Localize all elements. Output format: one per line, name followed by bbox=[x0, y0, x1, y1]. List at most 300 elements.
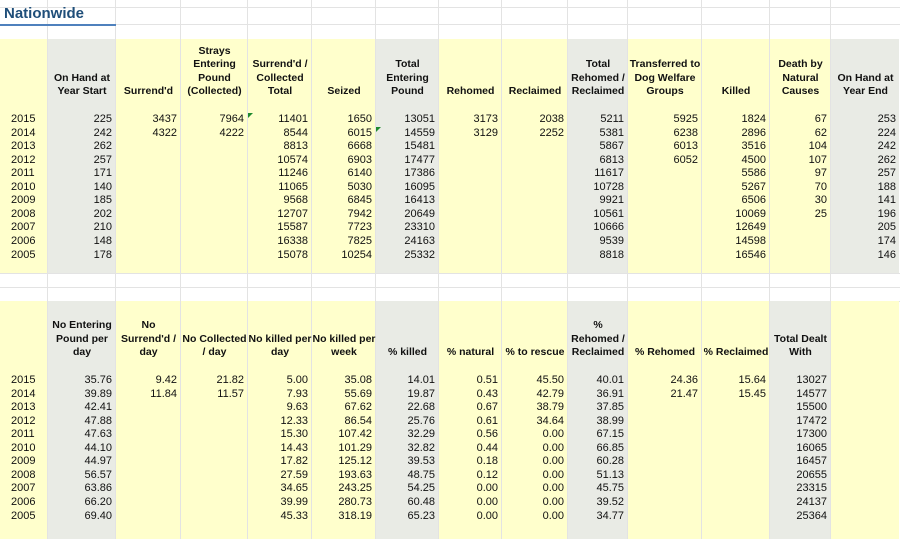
table2-value-cell[interactable]: 0.00 bbox=[476, 495, 498, 508]
table2-value-cell[interactable] bbox=[181, 468, 244, 482]
table2-value-cell[interactable] bbox=[116, 454, 177, 468]
table1-value-cell[interactable]: 70 bbox=[814, 180, 827, 193]
table1-value-cell[interactable] bbox=[439, 139, 498, 153]
table2-value-cell[interactable]: 25364 bbox=[796, 509, 827, 522]
table1-value-cell[interactable] bbox=[770, 248, 827, 262]
table1-value-cell[interactable]: 8544 bbox=[283, 126, 308, 139]
table2-value-cell[interactable]: 39.99 bbox=[280, 495, 308, 508]
table1-value-cell[interactable]: 10574 bbox=[277, 153, 308, 166]
table1-value-cell[interactable]: 10069 bbox=[735, 207, 766, 220]
table1-value-cell[interactable]: 224 bbox=[877, 126, 896, 139]
table2-value-cell[interactable]: 45.33 bbox=[280, 509, 308, 522]
table2-value-cell[interactable]: 280.73 bbox=[338, 495, 372, 508]
table2-value-cell[interactable]: 9.63 bbox=[286, 401, 308, 414]
table2-value-cell[interactable] bbox=[116, 509, 177, 523]
table1-value-cell[interactable]: 257 bbox=[93, 153, 112, 166]
table1-value-cell[interactable] bbox=[116, 139, 177, 153]
table1-year-cell[interactable]: 2008 bbox=[11, 207, 36, 220]
table2-value-cell[interactable]: 15.64 bbox=[738, 374, 766, 386]
table1-value-cell[interactable] bbox=[502, 139, 564, 153]
table1-year-cell[interactable]: 2014 bbox=[11, 126, 36, 139]
table1-value-cell[interactable] bbox=[439, 180, 498, 194]
table1-value-cell[interactable]: 174 bbox=[877, 234, 896, 247]
table1-value-cell[interactable]: 16546 bbox=[735, 248, 766, 261]
table2-value-cell[interactable] bbox=[628, 400, 698, 414]
table1-value-cell[interactable]: 253 bbox=[877, 113, 896, 125]
table1-value-cell[interactable] bbox=[181, 153, 244, 167]
table2-value-cell[interactable]: 60.48 bbox=[407, 495, 435, 508]
table2-value-cell[interactable] bbox=[831, 387, 896, 401]
table2-value-cell[interactable] bbox=[628, 495, 698, 509]
table2-value-cell[interactable]: 65.23 bbox=[407, 509, 435, 522]
table2-value-cell[interactable]: 107.42 bbox=[338, 428, 372, 441]
table1-value-cell[interactable] bbox=[181, 193, 244, 207]
table1-year-cell[interactable]: 2013 bbox=[11, 140, 36, 153]
table2-value-cell[interactable] bbox=[831, 468, 896, 482]
table2-value-cell[interactable]: 0.00 bbox=[542, 441, 564, 454]
table2-value-cell[interactable]: 17300 bbox=[796, 428, 827, 441]
table1-value-cell[interactable] bbox=[116, 234, 177, 248]
table1-value-cell[interactable] bbox=[628, 193, 698, 207]
table1-value-cell[interactable] bbox=[628, 220, 698, 234]
table2-value-cell[interactable] bbox=[831, 509, 896, 523]
table1-value-cell[interactable]: 185 bbox=[93, 194, 112, 207]
table2-value-cell[interactable]: 24137 bbox=[796, 495, 827, 508]
table1-value-cell[interactable]: 104 bbox=[808, 140, 827, 153]
table1-value-cell[interactable]: 7942 bbox=[347, 207, 372, 220]
table1-value-cell[interactable]: 24163 bbox=[404, 234, 435, 247]
table1-value-cell[interactable] bbox=[628, 166, 698, 180]
table1-value-cell[interactable]: 15587 bbox=[277, 221, 308, 234]
table1-value-cell[interactable]: 3129 bbox=[473, 126, 498, 139]
table1-year-cell[interactable]: 2009 bbox=[11, 194, 36, 207]
table2-value-cell[interactable] bbox=[116, 495, 177, 509]
table2-value-cell[interactable]: 47.63 bbox=[84, 428, 112, 441]
table1-value-cell[interactable]: 4500 bbox=[741, 153, 766, 166]
table1-value-cell[interactable]: 257 bbox=[877, 167, 896, 180]
table1-value-cell[interactable]: 4322 bbox=[152, 126, 177, 139]
table2-value-cell[interactable]: 48.75 bbox=[407, 468, 435, 481]
table1-value-cell[interactable] bbox=[181, 234, 244, 248]
table1-value-cell[interactable] bbox=[116, 248, 177, 262]
table1-value-cell[interactable]: 11401 bbox=[278, 113, 308, 125]
table1-value-cell[interactable]: 11246 bbox=[278, 167, 308, 180]
table1-value-cell[interactable]: 8818 bbox=[599, 248, 624, 261]
table2-value-cell[interactable] bbox=[116, 468, 177, 482]
table2-year-cell[interactable]: 2010 bbox=[11, 441, 36, 454]
table2-value-cell[interactable]: 54.25 bbox=[407, 482, 435, 495]
table2-value-cell[interactable]: 44.97 bbox=[84, 455, 112, 468]
table2-value-cell[interactable]: 17.82 bbox=[280, 455, 308, 468]
table2-value-cell[interactable]: 36.91 bbox=[596, 387, 624, 400]
table1-value-cell[interactable]: 16095 bbox=[404, 180, 435, 193]
table2-value-cell[interactable]: 21.82 bbox=[216, 374, 244, 386]
table2-value-cell[interactable]: 86.54 bbox=[344, 414, 372, 427]
table2-value-cell[interactable] bbox=[702, 454, 766, 468]
table1-value-cell[interactable]: 210 bbox=[93, 221, 112, 234]
table2-value-cell[interactable] bbox=[181, 454, 244, 468]
table1-value-cell[interactable] bbox=[628, 180, 698, 194]
table1-value-cell[interactable]: 9539 bbox=[599, 234, 624, 247]
table1-value-cell[interactable]: 5267 bbox=[741, 180, 766, 193]
table1-value-cell[interactable]: 16338 bbox=[277, 234, 308, 247]
table1-value-cell[interactable] bbox=[181, 207, 244, 221]
table2-value-cell[interactable]: 39.89 bbox=[84, 387, 112, 400]
table2-value-cell[interactable] bbox=[831, 414, 896, 428]
table2-value-cell[interactable] bbox=[831, 495, 896, 509]
table1-value-cell[interactable]: 5030 bbox=[347, 180, 372, 193]
table1-value-cell[interactable]: 14559 bbox=[404, 126, 435, 139]
table1-year-cell[interactable]: 2015 bbox=[11, 113, 36, 125]
table2-year-cell[interactable]: 2005 bbox=[11, 509, 36, 522]
table2-value-cell[interactable]: 38.79 bbox=[536, 401, 564, 414]
table1-value-cell[interactable] bbox=[502, 220, 564, 234]
table2-value-cell[interactable]: 0.00 bbox=[476, 509, 498, 522]
table2-value-cell[interactable]: 34.65 bbox=[280, 482, 308, 495]
table1-value-cell[interactable] bbox=[502, 234, 564, 248]
table1-value-cell[interactable] bbox=[116, 193, 177, 207]
table1-value-cell[interactable] bbox=[181, 166, 244, 180]
table2-value-cell[interactable]: 0.18 bbox=[476, 455, 498, 468]
table2-value-cell[interactable] bbox=[702, 400, 766, 414]
table2-value-cell[interactable]: 27.59 bbox=[280, 468, 308, 481]
table2-value-cell[interactable] bbox=[702, 441, 766, 455]
table1-value-cell[interactable]: 7964 bbox=[219, 113, 244, 125]
table1-value-cell[interactable]: 14598 bbox=[735, 234, 766, 247]
table2-value-cell[interactable] bbox=[181, 441, 244, 455]
table1-value-cell[interactable]: 7825 bbox=[347, 234, 372, 247]
table1-value-cell[interactable]: 7723 bbox=[347, 221, 372, 234]
table2-value-cell[interactable]: 56.57 bbox=[84, 468, 112, 481]
table1-value-cell[interactable]: 17386 bbox=[404, 167, 435, 180]
table2-value-cell[interactable]: 32.29 bbox=[407, 428, 435, 441]
table2-year-cell[interactable]: 2011 bbox=[11, 428, 35, 441]
table1-value-cell[interactable]: 16413 bbox=[404, 194, 435, 207]
table2-value-cell[interactable]: 0.12 bbox=[476, 468, 498, 481]
table2-value-cell[interactable]: 51.13 bbox=[596, 468, 624, 481]
table2-value-cell[interactable]: 45.75 bbox=[596, 482, 624, 495]
table1-value-cell[interactable]: 25 bbox=[814, 207, 827, 220]
table2-value-cell[interactable]: 9.42 bbox=[155, 374, 177, 386]
table2-value-cell[interactable]: 32.82 bbox=[407, 441, 435, 454]
table1-value-cell[interactable] bbox=[116, 220, 177, 234]
table1-value-cell[interactable]: 178 bbox=[93, 248, 112, 261]
table1-value-cell[interactable]: 188 bbox=[877, 180, 896, 193]
table2-value-cell[interactable] bbox=[702, 481, 766, 495]
table1-value-cell[interactable]: 11065 bbox=[278, 180, 308, 193]
table2-value-cell[interactable]: 22.68 bbox=[407, 401, 435, 414]
table2-value-cell[interactable] bbox=[628, 441, 698, 455]
table2-value-cell[interactable] bbox=[116, 414, 177, 428]
table1-value-cell[interactable] bbox=[116, 180, 177, 194]
table2-year-cell[interactable]: 2009 bbox=[11, 455, 36, 468]
table1-year-cell[interactable]: 2012 bbox=[11, 153, 36, 166]
table2-value-cell[interactable]: 67.15 bbox=[596, 428, 624, 441]
table1-value-cell[interactable]: 6813 bbox=[599, 153, 624, 166]
table2-value-cell[interactable]: 23315 bbox=[796, 482, 827, 495]
table1-value-cell[interactable]: 10728 bbox=[593, 180, 624, 193]
table1-value-cell[interactable]: 242 bbox=[877, 140, 896, 153]
table2-value-cell[interactable]: 34.64 bbox=[536, 414, 564, 427]
table1-value-cell[interactable]: 67 bbox=[814, 113, 827, 125]
table2-value-cell[interactable] bbox=[702, 427, 766, 441]
table2-year-cell[interactable]: 2015 bbox=[11, 374, 36, 386]
table1-value-cell[interactable] bbox=[502, 180, 564, 194]
table2-value-cell[interactable]: 38.99 bbox=[596, 414, 624, 427]
table2-value-cell[interactable] bbox=[831, 373, 896, 387]
table2-value-cell[interactable]: 39.52 bbox=[596, 495, 624, 508]
table1-value-cell[interactable]: 225 bbox=[93, 113, 112, 125]
table1-value-cell[interactable]: 140 bbox=[93, 180, 112, 193]
table1-value-cell[interactable]: 196 bbox=[877, 207, 896, 220]
table2-value-cell[interactable] bbox=[116, 481, 177, 495]
table2-value-cell[interactable]: 66.85 bbox=[596, 441, 624, 454]
table1-value-cell[interactable]: 1824 bbox=[741, 113, 766, 125]
table2-year-cell[interactable]: 2014 bbox=[11, 387, 36, 400]
table2-value-cell[interactable]: 21.47 bbox=[670, 387, 698, 400]
table2-value-cell[interactable]: 11.57 bbox=[217, 387, 244, 400]
table2-value-cell[interactable]: 0.67 bbox=[476, 401, 498, 414]
table2-value-cell[interactable]: 15.45 bbox=[738, 387, 766, 400]
table2-value-cell[interactable] bbox=[702, 495, 766, 509]
table1-value-cell[interactable]: 4222 bbox=[219, 126, 244, 139]
table1-value-cell[interactable]: 13051 bbox=[404, 113, 435, 125]
table2-value-cell[interactable]: 0.56 bbox=[476, 428, 498, 441]
table1-value-cell[interactable]: 5381 bbox=[599, 126, 624, 139]
table1-value-cell[interactable]: 97 bbox=[814, 167, 827, 180]
table2-value-cell[interactable]: 14577 bbox=[796, 387, 827, 400]
table2-value-cell[interactable]: 66.20 bbox=[84, 495, 112, 508]
table1-value-cell[interactable] bbox=[116, 166, 177, 180]
table2-value-cell[interactable]: 0.00 bbox=[542, 495, 564, 508]
table1-value-cell[interactable]: 10666 bbox=[593, 221, 624, 234]
table2-value-cell[interactable]: 243.25 bbox=[338, 482, 372, 495]
table1-value-cell[interactable]: 9568 bbox=[283, 194, 308, 207]
table2-value-cell[interactable] bbox=[181, 414, 244, 428]
table2-value-cell[interactable]: 0.51 bbox=[476, 374, 498, 386]
table2-value-cell[interactable]: 0.61 bbox=[476, 414, 498, 427]
table1-value-cell[interactable]: 5867 bbox=[599, 140, 624, 153]
table1-value-cell[interactable]: 23310 bbox=[404, 221, 435, 234]
table2-value-cell[interactable] bbox=[181, 427, 244, 441]
table2-value-cell[interactable] bbox=[116, 400, 177, 414]
table2-value-cell[interactable]: 34.77 bbox=[596, 509, 624, 522]
table1-value-cell[interactable] bbox=[628, 248, 698, 262]
table1-year-cell[interactable]: 2010 bbox=[11, 180, 36, 193]
table2-value-cell[interactable]: 14.01 bbox=[407, 374, 435, 386]
table1-value-cell[interactable] bbox=[181, 180, 244, 194]
table1-value-cell[interactable]: 2038 bbox=[539, 113, 564, 125]
table1-value-cell[interactable]: 15481 bbox=[404, 140, 435, 153]
table2-value-cell[interactable]: 35.08 bbox=[344, 374, 372, 386]
table2-value-cell[interactable] bbox=[628, 509, 698, 523]
table2-value-cell[interactable]: 0.43 bbox=[476, 387, 498, 400]
table2-value-cell[interactable]: 35.76 bbox=[84, 374, 112, 386]
table2-value-cell[interactable]: 101.29 bbox=[338, 441, 372, 454]
table2-value-cell[interactable] bbox=[628, 414, 698, 428]
table1-value-cell[interactable]: 20649 bbox=[404, 207, 435, 220]
table1-value-cell[interactable]: 11617 bbox=[594, 167, 624, 180]
table1-value-cell[interactable] bbox=[181, 248, 244, 262]
table1-value-cell[interactable]: 5925 bbox=[673, 113, 698, 125]
table2-value-cell[interactable] bbox=[181, 509, 244, 523]
table2-value-cell[interactable]: 60.28 bbox=[596, 455, 624, 468]
table1-value-cell[interactable]: 6140 bbox=[347, 167, 372, 180]
table1-value-cell[interactable]: 6506 bbox=[741, 194, 766, 207]
table2-year-cell[interactable]: 2008 bbox=[11, 468, 36, 481]
table1-value-cell[interactable] bbox=[439, 234, 498, 248]
table2-value-cell[interactable] bbox=[628, 454, 698, 468]
table2-value-cell[interactable]: 7.93 bbox=[286, 387, 308, 400]
table2-value-cell[interactable]: 0.44 bbox=[476, 441, 498, 454]
table1-value-cell[interactable]: 9921 bbox=[599, 194, 624, 207]
table1-value-cell[interactable] bbox=[628, 234, 698, 248]
table1-value-cell[interactable]: 17477 bbox=[404, 153, 435, 166]
table1-value-cell[interactable]: 8813 bbox=[283, 140, 308, 153]
table2-value-cell[interactable]: 318.19 bbox=[338, 509, 372, 522]
table2-value-cell[interactable] bbox=[831, 481, 896, 495]
table1-value-cell[interactable]: 1650 bbox=[347, 113, 372, 125]
table2-value-cell[interactable]: 15.30 bbox=[280, 428, 308, 441]
table1-value-cell[interactable]: 30 bbox=[814, 194, 827, 207]
table1-value-cell[interactable] bbox=[439, 193, 498, 207]
table1-value-cell[interactable] bbox=[116, 153, 177, 167]
table2-value-cell[interactable] bbox=[702, 414, 766, 428]
table2-value-cell[interactable]: 12.33 bbox=[280, 414, 308, 427]
table2-value-cell[interactable]: 42.79 bbox=[536, 387, 564, 400]
table1-value-cell[interactable] bbox=[502, 207, 564, 221]
table1-value-cell[interactable] bbox=[502, 193, 564, 207]
table2-value-cell[interactable] bbox=[702, 468, 766, 482]
table1-year-cell[interactable]: 2011 bbox=[11, 167, 35, 180]
table1-value-cell[interactable] bbox=[502, 248, 564, 262]
table1-value-cell[interactable]: 5586 bbox=[741, 167, 766, 180]
table1-value-cell[interactable]: 262 bbox=[877, 153, 896, 166]
table1-value-cell[interactable] bbox=[628, 207, 698, 221]
table2-value-cell[interactable]: 39.53 bbox=[407, 455, 435, 468]
table1-value-cell[interactable]: 25332 bbox=[404, 248, 435, 261]
table2-value-cell[interactable]: 193.63 bbox=[338, 468, 372, 481]
table2-value-cell[interactable]: 14.43 bbox=[280, 441, 308, 454]
table1-value-cell[interactable]: 6845 bbox=[347, 194, 372, 207]
table1-value-cell[interactable]: 6238 bbox=[673, 126, 698, 139]
table1-value-cell[interactable]: 2896 bbox=[741, 126, 766, 139]
table2-value-cell[interactable]: 0.00 bbox=[542, 482, 564, 495]
table1-value-cell[interactable]: 171 bbox=[93, 167, 112, 180]
table2-value-cell[interactable] bbox=[181, 495, 244, 509]
table2-value-cell[interactable]: 20655 bbox=[796, 468, 827, 481]
table1-value-cell[interactable] bbox=[439, 153, 498, 167]
table1-value-cell[interactable]: 12649 bbox=[735, 221, 766, 234]
table2-value-cell[interactable]: 0.00 bbox=[542, 455, 564, 468]
table2-value-cell[interactable]: 0.00 bbox=[542, 468, 564, 481]
table1-value-cell[interactable] bbox=[502, 153, 564, 167]
table1-value-cell[interactable]: 10561 bbox=[593, 207, 624, 220]
table1-value-cell[interactable] bbox=[439, 220, 498, 234]
table1-value-cell[interactable]: 2252 bbox=[539, 126, 564, 139]
table1-value-cell[interactable]: 148 bbox=[93, 234, 112, 247]
table1-value-cell[interactable]: 6015 bbox=[347, 126, 372, 139]
table2-value-cell[interactable]: 47.88 bbox=[84, 414, 112, 427]
table1-value-cell[interactable] bbox=[439, 166, 498, 180]
table2-value-cell[interactable]: 15500 bbox=[796, 401, 827, 414]
table2-value-cell[interactable]: 25.76 bbox=[407, 414, 435, 427]
table2-value-cell[interactable] bbox=[702, 509, 766, 523]
table1-value-cell[interactable] bbox=[770, 234, 827, 248]
table2-value-cell[interactable]: 69.40 bbox=[84, 509, 112, 522]
table2-value-cell[interactable]: 24.36 bbox=[670, 374, 698, 386]
table1-value-cell[interactable] bbox=[116, 207, 177, 221]
table2-value-cell[interactable]: 125.12 bbox=[338, 455, 372, 468]
table2-value-cell[interactable] bbox=[831, 400, 896, 414]
table1-value-cell[interactable]: 62 bbox=[814, 126, 827, 139]
table2-value-cell[interactable]: 0.00 bbox=[542, 509, 564, 522]
table1-value-cell[interactable]: 6903 bbox=[347, 153, 372, 166]
table2-value-cell[interactable]: 13027 bbox=[796, 374, 827, 386]
table1-value-cell[interactable]: 3516 bbox=[741, 140, 766, 153]
table1-value-cell[interactable] bbox=[439, 207, 498, 221]
table1-value-cell[interactable]: 146 bbox=[877, 248, 896, 261]
table1-year-cell[interactable]: 2006 bbox=[11, 234, 36, 247]
table1-value-cell[interactable]: 202 bbox=[93, 207, 112, 220]
table2-value-cell[interactable]: 0.00 bbox=[476, 482, 498, 495]
table1-value-cell[interactable] bbox=[181, 139, 244, 153]
table1-value-cell[interactable]: 205 bbox=[877, 221, 896, 234]
table2-value-cell[interactable] bbox=[116, 427, 177, 441]
table2-value-cell[interactable]: 67.62 bbox=[344, 401, 372, 414]
table2-value-cell[interactable]: 45.50 bbox=[536, 374, 564, 386]
table2-year-cell[interactable]: 2007 bbox=[11, 482, 36, 495]
table1-value-cell[interactable]: 12707 bbox=[277, 207, 308, 220]
table2-value-cell[interactable] bbox=[628, 427, 698, 441]
table2-value-cell[interactable] bbox=[831, 427, 896, 441]
table1-year-cell[interactable]: 2007 bbox=[11, 221, 36, 234]
table1-value-cell[interactable]: 15078 bbox=[277, 248, 308, 261]
table2-value-cell[interactable]: 16065 bbox=[796, 441, 827, 454]
table1-value-cell[interactable]: 6052 bbox=[673, 153, 698, 166]
table1-value-cell[interactable] bbox=[439, 248, 498, 262]
table1-value-cell[interactable]: 242 bbox=[93, 126, 112, 139]
table2-value-cell[interactable]: 37.85 bbox=[596, 401, 624, 414]
table2-value-cell[interactable]: 0.00 bbox=[542, 428, 564, 441]
table2-value-cell[interactable]: 16457 bbox=[796, 455, 827, 468]
table2-value-cell[interactable]: 5.00 bbox=[286, 374, 308, 386]
table2-value-cell[interactable] bbox=[831, 441, 896, 455]
table1-value-cell[interactable]: 3437 bbox=[152, 113, 177, 125]
table1-value-cell[interactable]: 6668 bbox=[347, 140, 372, 153]
table2-value-cell[interactable] bbox=[628, 481, 698, 495]
table1-year-cell[interactable]: 2005 bbox=[11, 248, 36, 261]
table2-year-cell[interactable]: 2006 bbox=[11, 495, 36, 508]
table2-value-cell[interactable] bbox=[116, 441, 177, 455]
table2-year-cell[interactable]: 2013 bbox=[11, 401, 36, 414]
table2-value-cell[interactable]: 63.86 bbox=[84, 482, 112, 495]
table2-year-cell[interactable]: 2012 bbox=[11, 414, 36, 427]
table1-value-cell[interactable]: 3173 bbox=[473, 113, 498, 125]
table2-value-cell[interactable]: 11.84 bbox=[150, 387, 177, 400]
table2-value-cell[interactable]: 19.87 bbox=[407, 387, 435, 400]
table2-value-cell[interactable]: 40.01 bbox=[596, 374, 624, 386]
table1-value-cell[interactable]: 10254 bbox=[341, 248, 372, 261]
table1-value-cell[interactable]: 107 bbox=[808, 153, 827, 166]
table1-value-cell[interactable]: 6013 bbox=[673, 140, 698, 153]
table1-value-cell[interactable] bbox=[502, 166, 564, 180]
table1-value-cell[interactable]: 141 bbox=[877, 194, 896, 207]
table2-value-cell[interactable] bbox=[181, 400, 244, 414]
table2-value-cell[interactable]: 55.69 bbox=[344, 387, 372, 400]
table1-value-cell[interactable]: 5211 bbox=[600, 113, 624, 125]
table2-value-cell[interactable]: 42.41 bbox=[84, 401, 112, 414]
